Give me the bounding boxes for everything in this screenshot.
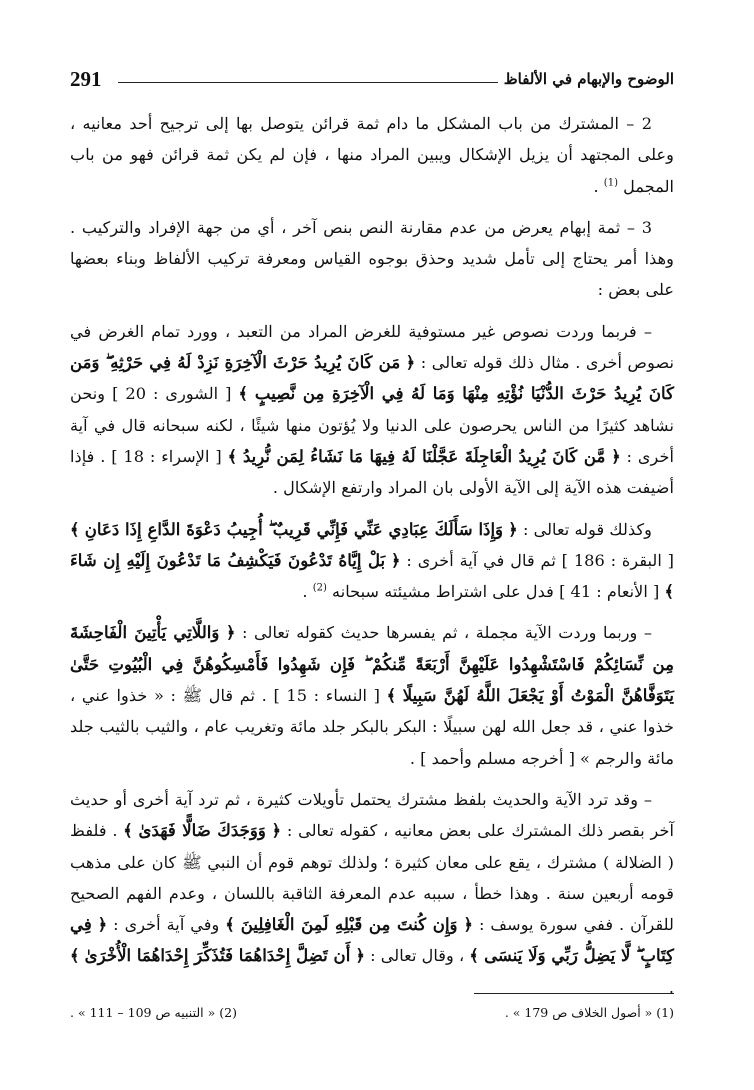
quran-bracket-close: ﴾ xyxy=(227,446,238,466)
quran-bracket-open: ﴿ xyxy=(355,946,366,966)
quran-bracket-open: ﴿ xyxy=(97,915,108,935)
quran-verse: بَلْ إِيَّاهُ تَدْعُونَ فَيَكْشِفُ مَا تَدْعُونَ إِلَيْهِ إِن شَاءَ xyxy=(70,549,386,570)
footnote-rule xyxy=(474,993,674,994)
quran-bracket-close: ﴾ xyxy=(386,686,397,706)
text-segment: [ الأنعام : 41 ] فدل على اشتراط مشيئته سبحانه xyxy=(332,582,665,602)
quran-verse: وَوَجَدَكَ ضَالًّا فَهَدَىٰ xyxy=(138,820,266,841)
text-segment: . فلفظ ( الضلالة ) مشترك ، يقع على معان كثيرة ؛ ولذلك توهم قوم أن النبي ﷺ كان على مذهب قومه أربعين سنة . وهذا خطأ ، سببه عدم المعرفة الثاقبة باللسان ، وعدم الفهم الصحيح للقرآن . ففي سورة يوسف : xyxy=(70,821,674,935)
quran-bracket-open: ﴿ xyxy=(225,623,236,643)
quran-bracket-close: ﴾ xyxy=(469,946,479,966)
paragraph-example-4 xyxy=(70,784,674,1003)
quran-verse: وَإِن كُنتَ مِن قَبْلِهِ لَمِنَ الْغَافِلِينَ xyxy=(240,914,458,935)
quran-verse: مَّن كَانَ يُرِيدُ الْعَاجِلَةَ عَجَّلْنَا لَهُ فِيهَا مَا نَشَاءُ لِمَن نُّرِيدُ xyxy=(242,445,606,466)
text-segment: [ النساء : 15 ] . ثم قال ﷺ : « خذوا عني ، خذوا عني ، قد جعل الله لهن سبيلًا : البكر بالبكر جلد مائة وتغريب عام ، والثيب بالثيب جلد مائة والرجم » [ أخرجه مسلم وأحمد ] . xyxy=(70,686,674,768)
footnote-ref-1: (1) xyxy=(603,177,618,189)
header-rule xyxy=(118,82,498,83)
text-segment: [ الشورى : 20 ] ونحن نشاهد كثيرًا من الناس يحرصون على الدنيا ولا يُؤتون منها شيئًا ، لكنه سبحانه قال في آية أخرى : xyxy=(70,384,674,466)
text-segment: 3 – ثمة إبهام يعرض من عدم مقارنة النص بنص آخر ، أي من جهة الإفراد والتركيب . وهذا أمر يحتاج إلى تأمل شديد وحذق بوجوه القياس ومعرفة تركيب الألفاظ وبناء بعضها على بعض : xyxy=(70,217,674,300)
quran-bracket-open: ﴿ xyxy=(463,915,474,935)
text-segment: . xyxy=(302,582,313,602)
paragraph-example-3 xyxy=(70,617,674,773)
footnote-ref-2: (2) xyxy=(312,582,327,594)
text-segment: [ الإسراء : 18 ] . فإذا أضيفت هذه الآية إلى الآية الأولى بان المراد وارتفع الإشكال . xyxy=(70,446,674,498)
text-segment: – وربما وردت الآية مجملة ، ثم يفسرها حديث كقوله تعالى : xyxy=(235,623,653,643)
quran-bracket-open: ﴿ xyxy=(611,446,621,466)
quran-verse: وَاللَّاتِي يَأْتِينَ الْفَاحِشَةَ مِن نِّسَائِكُمْ فَاسْتَشْهِدُوا عَلَيْهِنَّ أَرْبَعَةً مِّنكُمْ ۖ فَإِن شَهِدُوا فَأَمْسِكُوهُنَّ فِي الْبُيُوتِ حَتَّىٰ يَتَوَفَّاهُنَّ الْمَوْتُ أَوْ يَجْعَلَ اللَّهُ لَهُنَّ سَبِيلًا xyxy=(70,622,674,706)
text-segment: . xyxy=(593,176,604,196)
text-segment: . xyxy=(668,977,674,997)
running-title: الوضوح والإبهام في الألفاظ xyxy=(503,70,674,88)
quran-bracket-close: ﴾ xyxy=(70,946,80,966)
paragraph-3 xyxy=(70,212,674,306)
quran-verse: وَإِذَا سَأَلَكَ عِبَادِي عَنِّي فَإِنِّي قَرِيبٌ ۖ أُجِيبُ دَعْوَةَ الدَّاعِ إِذَا دَعَانِ xyxy=(84,518,504,539)
text-segment: وكذلك قوله تعالى : xyxy=(517,519,652,539)
quran-verse: أَن تَضِلَّ إِحْدَاهُمَا فَتُذَكِّرَ إِحْدَاهُمَا الْأُخْرَىٰ xyxy=(84,945,351,966)
text-segment: وفي آية أخرى : xyxy=(107,915,226,935)
quran-verse: فِي كِتَابٍ ۖ لَّا يَضِلُّ رَبِّي وَلَا يَنسَى xyxy=(70,914,675,966)
quran-bracket-open: ﴿ xyxy=(391,550,401,570)
quran-bracket-close: ﴾ xyxy=(664,582,674,602)
quran-verse: مَن كَانَ يُرِيدُ حَرْثَ الْآخِرَةِ نَزِدْ لَهُ فِي حَرْثِهِ ۖ وَمَن كَانَ يُرِيدُ حَرْثَ الدُّنْيَا نُؤْتِهِ مِنْهَا وَمَا لَهُ فِي الْآخِرَةِ مِن نَّصِيبٍ xyxy=(70,352,675,404)
text-segment: 2 – المشترك من باب المشكل ما دام ثمة قرائن يتوصل بها إلى ترجيح أحد معانيه ، وعلى المجتهد أن يزيل الإشكال ويبين المراد منها ، فإن لم يكن ثمة قرائن فهو من باب المجمل xyxy=(70,114,674,196)
quran-bracket-close: ﴾ xyxy=(225,915,235,935)
quran-bracket-close: ﴾ xyxy=(123,821,133,841)
quran-bracket-close: ﴾ xyxy=(70,519,80,539)
quran-bracket-open: ﴿ xyxy=(508,519,518,539)
paragraph-example-2 xyxy=(70,514,674,608)
text-segment: – وقد ترد الآية والحديث بلفظ مشترك يحتمل تأويلات كثيرة ، ثم ترد آية أخرى أو حديث آخر بقصر ذلك المشترك على بعض معانيه ، كقوله تعالى : xyxy=(70,789,674,841)
paragraph-2 xyxy=(70,108,674,202)
text-segment: – فربما وردت نصوص غير مستوفية للغرض المراد من التعبد ، وورد تمام الغرض في نصوص أخرى . مثال ذلك قوله تعالى : xyxy=(70,321,675,373)
page-number: 291 xyxy=(70,66,102,91)
quran-bracket-open: ﴿ xyxy=(405,353,416,373)
quran-bracket-open: ﴿ xyxy=(271,821,282,841)
quran-bracket-close: ﴾ xyxy=(238,384,248,404)
main-text xyxy=(70,108,674,1003)
paragraph-example-1 xyxy=(70,316,674,504)
page-header xyxy=(70,65,674,93)
book-page xyxy=(70,40,674,1090)
text-segment: [ البقرة : 186 ] ثم قال في آية أخرى : xyxy=(400,550,674,570)
footnotes xyxy=(70,1004,674,1022)
footnote-1: (1) « أصول الخلاف ص 179 » . xyxy=(504,1005,674,1020)
text-segment: ، وقال تعالى : xyxy=(365,946,470,966)
footnote-2: (2) « التنبيه ص 109 – 111 » . xyxy=(70,1005,237,1020)
